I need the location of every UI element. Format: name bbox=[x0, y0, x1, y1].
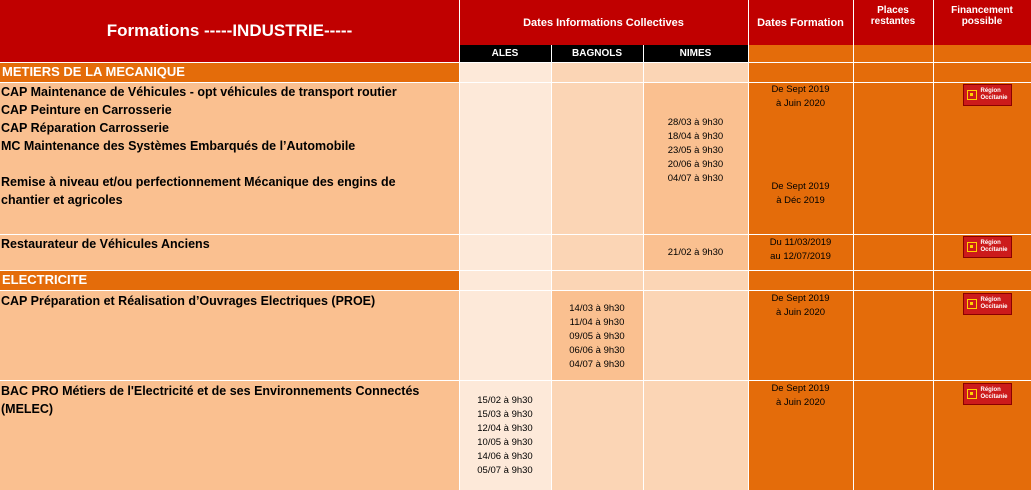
logo-text: Occitanie bbox=[980, 394, 1008, 400]
financement-cell bbox=[933, 82, 1031, 234]
grid-line bbox=[459, 0, 460, 490]
places-cell bbox=[853, 82, 933, 234]
header-ales: ALES bbox=[459, 45, 551, 62]
header-places: Places restantes bbox=[853, 0, 933, 45]
places-cell bbox=[853, 291, 933, 380]
section-electricite: ELECTRICITE bbox=[0, 271, 459, 290]
course-bac-pro-melec-2: (MELEC) bbox=[1, 402, 54, 416]
date: 12/04 à 9h30 bbox=[477, 423, 533, 434]
grid-line bbox=[933, 0, 934, 490]
table-row bbox=[0, 82, 459, 234]
cell bbox=[459, 271, 551, 290]
course-bac-pro-melec-1: BAC PRO Métiers de l'Electricité et de ses Environnements Connectés bbox=[1, 384, 420, 398]
header-financement: Financement possible bbox=[933, 0, 1031, 45]
occitanie-cross-icon bbox=[967, 389, 977, 399]
course-cap-proe: CAP Préparation et Réalisation d’Ouvrages Electriques (PROE) bbox=[1, 294, 376, 308]
cell bbox=[551, 63, 643, 82]
date: à Juin 2020 bbox=[775, 307, 826, 318]
formation-period-2 bbox=[748, 180, 853, 208]
nimes-dates bbox=[643, 82, 748, 234]
logo-text: Région bbox=[980, 88, 1001, 94]
date: 15/02 à 9h30 bbox=[477, 395, 533, 406]
financement-cell bbox=[933, 235, 1031, 270]
occitanie-logo bbox=[963, 383, 1012, 405]
date: 15/03 à 9h30 bbox=[477, 409, 533, 420]
cell bbox=[748, 271, 1031, 290]
grid-line bbox=[0, 290, 1031, 291]
date: 04/07 à 9h30 bbox=[569, 359, 625, 370]
course-cap-reparation: CAP Réparation Carrosserie bbox=[1, 121, 169, 135]
places-cell bbox=[853, 235, 933, 270]
table-row bbox=[0, 381, 459, 490]
date: De Sept 2019 bbox=[771, 181, 830, 192]
header-nimes: NIMES bbox=[643, 45, 748, 62]
grid-line bbox=[748, 0, 749, 490]
logo-text: Occitanie bbox=[980, 304, 1008, 310]
date: 11/04 à 9h30 bbox=[569, 317, 625, 328]
date: De Sept 2019 bbox=[771, 293, 830, 304]
table-row bbox=[0, 235, 459, 270]
date: à Déc 2019 bbox=[776, 195, 825, 206]
course-cap-maintenance: CAP Maintenance de Véhicules - opt véhicules de transport routier bbox=[1, 85, 397, 99]
occitanie-cross-icon bbox=[967, 90, 977, 100]
date: 10/05 à 9h30 bbox=[477, 437, 533, 448]
header-filler bbox=[748, 45, 1031, 62]
cell bbox=[643, 291, 748, 380]
cell bbox=[551, 271, 643, 290]
grid-line bbox=[853, 0, 854, 490]
cell bbox=[748, 63, 1031, 82]
date: à Juin 2020 bbox=[775, 98, 826, 109]
date: 04/07 à 9h30 bbox=[667, 173, 724, 184]
formation-period-1 bbox=[748, 83, 853, 111]
financement-cell bbox=[933, 381, 1031, 490]
logo-text: Occitanie bbox=[980, 95, 1008, 101]
course-cap-peinture: CAP Peinture en Carrosserie bbox=[1, 103, 172, 117]
cell bbox=[459, 235, 551, 270]
nimes-dates bbox=[643, 235, 748, 270]
formation-dates bbox=[748, 82, 853, 234]
logo-text: Région bbox=[980, 387, 1001, 393]
cell bbox=[459, 63, 551, 82]
section-mecanique: METIERS DE LA MECANIQUE bbox=[0, 63, 459, 82]
formation-dates bbox=[748, 235, 853, 270]
date: 28/03 à 9h30 bbox=[667, 117, 724, 128]
course-restaurateur: Restaurateur de Véhicules Anciens bbox=[1, 237, 210, 251]
date: 09/05 à 9h30 bbox=[569, 331, 625, 342]
logo-text: Région bbox=[980, 240, 1001, 246]
header-dates-formation: Dates Formation bbox=[748, 0, 853, 45]
cell bbox=[643, 271, 748, 290]
occitanie-logo bbox=[963, 84, 1012, 106]
date: 05/07 à 9h30 bbox=[477, 465, 533, 476]
logo-text: Occitanie bbox=[980, 247, 1008, 253]
date: 14/03 à 9h30 bbox=[569, 303, 625, 314]
date: De Sept 2019 bbox=[771, 84, 830, 95]
financement-cell bbox=[933, 291, 1031, 380]
grid-line bbox=[0, 62, 1031, 63]
grid-line bbox=[0, 270, 1031, 271]
ales-dates bbox=[459, 381, 551, 490]
formation-dates bbox=[748, 381, 853, 490]
cell bbox=[551, 381, 643, 490]
occitanie-cross-icon bbox=[967, 299, 977, 309]
grid-line bbox=[643, 45, 644, 490]
occitanie-logo bbox=[963, 236, 1012, 258]
date: 20/06 à 9h30 bbox=[667, 159, 724, 170]
header-bagnols: BAGNOLS bbox=[551, 45, 643, 62]
grid-line bbox=[0, 82, 1031, 83]
date: De Sept 2019 bbox=[771, 383, 830, 394]
date: 06/06 à 9h30 bbox=[569, 345, 625, 356]
date: 23/05 à 9h30 bbox=[667, 145, 724, 156]
formation-dates bbox=[748, 291, 853, 380]
cell bbox=[551, 82, 643, 234]
date: 18/04 à 9h30 bbox=[667, 131, 724, 142]
occitanie-cross-icon bbox=[967, 242, 977, 252]
date: 14/06 à 9h30 bbox=[477, 451, 533, 462]
date: Du 11/03/2019 bbox=[769, 237, 832, 248]
grid-line bbox=[0, 380, 1031, 381]
grid-line bbox=[551, 45, 552, 490]
cell bbox=[459, 291, 551, 380]
cell bbox=[551, 235, 643, 270]
cell bbox=[643, 63, 748, 82]
cell bbox=[459, 82, 551, 234]
course-remise-niveau-1: Remise à niveau et/ou perfectionnement Mécanique des engins de bbox=[1, 175, 396, 189]
date: à Juin 2020 bbox=[775, 397, 826, 408]
places-cell bbox=[853, 381, 933, 490]
table-row bbox=[0, 291, 459, 380]
course-mc-maintenance: MC Maintenance des Systèmes Embarqués de l’Automobile bbox=[1, 139, 356, 153]
table-title: Formations -----INDUSTRIE----- bbox=[0, 0, 459, 62]
cell bbox=[643, 381, 748, 490]
date: au 12/07/2019 bbox=[770, 251, 831, 262]
occitanie-logo bbox=[963, 293, 1012, 315]
grid-line bbox=[0, 234, 1031, 235]
course-remise-niveau-2: chantier et agricoles bbox=[1, 193, 123, 207]
logo-text: Région bbox=[980, 297, 1001, 303]
date: 21/02 à 9h30 bbox=[667, 247, 724, 258]
bagnols-dates bbox=[551, 291, 643, 380]
header-dates-info: Dates Informations Collectives bbox=[459, 0, 748, 45]
